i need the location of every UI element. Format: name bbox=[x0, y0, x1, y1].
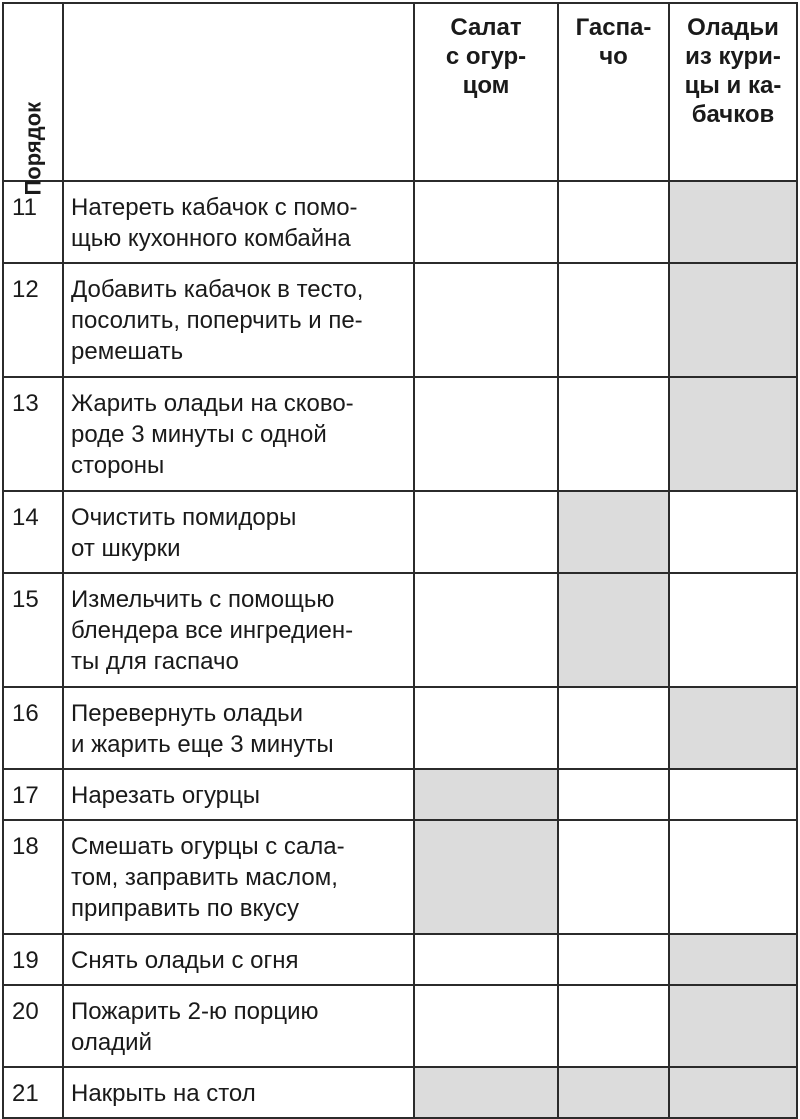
step-text: Снять оладьи с огня bbox=[63, 934, 414, 985]
mark-fritters-empty bbox=[669, 820, 797, 934]
table-row bbox=[3, 181, 797, 263]
mark-fritters-active bbox=[669, 687, 797, 769]
mark-gazpacho-active bbox=[558, 1067, 669, 1118]
mark-gazpacho-empty bbox=[558, 769, 669, 820]
step-number: 18 bbox=[3, 820, 63, 934]
mark-salad-empty bbox=[414, 687, 558, 769]
step-column-header bbox=[63, 3, 414, 181]
mark-salad-empty bbox=[414, 934, 558, 985]
step-number: 19 bbox=[3, 934, 63, 985]
step-number: 15 bbox=[3, 573, 63, 687]
mark-gazpacho-empty bbox=[558, 820, 669, 934]
step-number: 13 bbox=[3, 377, 63, 491]
order-header-label: Порядок bbox=[20, 101, 46, 196]
mark-gazpacho-empty bbox=[558, 263, 669, 377]
mark-gazpacho-empty bbox=[558, 181, 669, 263]
mark-salad-empty bbox=[414, 985, 558, 1067]
mark-gazpacho-active bbox=[558, 491, 669, 573]
table-row bbox=[3, 820, 797, 934]
table-row bbox=[3, 769, 797, 820]
mark-gazpacho-empty bbox=[558, 687, 669, 769]
step-text: Накрыть на стол bbox=[63, 1067, 414, 1118]
step-text: Жарить оладьи на сково- роде 3 минуты с одной стороны bbox=[63, 377, 414, 491]
table-row bbox=[3, 491, 797, 573]
step-text: Измельчить с помощью блендера все ингредиен- ты для гаспачо bbox=[63, 573, 414, 687]
mark-salad-empty bbox=[414, 181, 558, 263]
step-text: Очистить помидоры от шкурки bbox=[63, 491, 414, 573]
mark-fritters-active bbox=[669, 934, 797, 985]
order-column-header bbox=[3, 3, 63, 196]
mark-fritters-active bbox=[669, 985, 797, 1067]
mark-salad-active bbox=[414, 769, 558, 820]
step-text: Добавить кабачок в тесто, посолить, поперчить и пе- ремешать bbox=[63, 263, 414, 377]
table-row bbox=[3, 263, 797, 377]
dish-header-fritters: Оладьи из кури- цы и ка- бачков bbox=[669, 3, 797, 181]
mark-salad-empty bbox=[414, 491, 558, 573]
mark-fritters-active bbox=[669, 1067, 797, 1118]
step-text: Пожарить 2-ю порцию оладий bbox=[63, 985, 414, 1067]
step-text: Перевернуть оладьи и жарить еще 3 минуты bbox=[63, 687, 414, 769]
mark-fritters-active bbox=[669, 377, 797, 491]
table-row bbox=[3, 1067, 797, 1118]
mark-gazpacho-empty bbox=[558, 377, 669, 491]
header-row bbox=[3, 3, 797, 181]
step-number: 16 bbox=[3, 687, 63, 769]
step-text: Нарезать огурцы bbox=[63, 769, 414, 820]
table-row bbox=[3, 934, 797, 985]
step-number: 21 bbox=[3, 1067, 63, 1118]
mark-fritters-empty bbox=[669, 491, 797, 573]
step-number: 12 bbox=[3, 263, 63, 377]
mark-salad-active bbox=[414, 1067, 558, 1118]
mark-fritters-empty bbox=[669, 573, 797, 687]
step-number: 14 bbox=[3, 491, 63, 573]
step-number: 11 bbox=[3, 181, 63, 263]
mark-salad-empty bbox=[414, 573, 558, 687]
mark-salad-active bbox=[414, 820, 558, 934]
dish-header-salad: Салат с огур- цом bbox=[414, 3, 558, 181]
mark-gazpacho-empty bbox=[558, 985, 669, 1067]
table-row bbox=[3, 573, 797, 687]
dish-header-gazpacho: Гаспа- чо bbox=[558, 3, 669, 181]
table-body bbox=[3, 181, 797, 1118]
table-row bbox=[3, 377, 797, 491]
mark-salad-empty bbox=[414, 263, 558, 377]
step-number: 17 bbox=[3, 769, 63, 820]
table-row bbox=[3, 985, 797, 1067]
step-text: Смешать огурцы с сала- том, заправить маслом, приправить по вкусу bbox=[63, 820, 414, 934]
mark-gazpacho-empty bbox=[558, 934, 669, 985]
mark-salad-empty bbox=[414, 377, 558, 491]
mark-fritters-empty bbox=[669, 769, 797, 820]
mark-fritters-active bbox=[669, 263, 797, 377]
step-number: 20 bbox=[3, 985, 63, 1067]
mark-gazpacho-active bbox=[558, 573, 669, 687]
step-text: Натереть кабачок с помо- щью кухонного комбайна bbox=[63, 181, 414, 263]
recipe-schedule-table bbox=[2, 2, 798, 1119]
table-row bbox=[3, 687, 797, 769]
mark-fritters-active bbox=[669, 181, 797, 263]
